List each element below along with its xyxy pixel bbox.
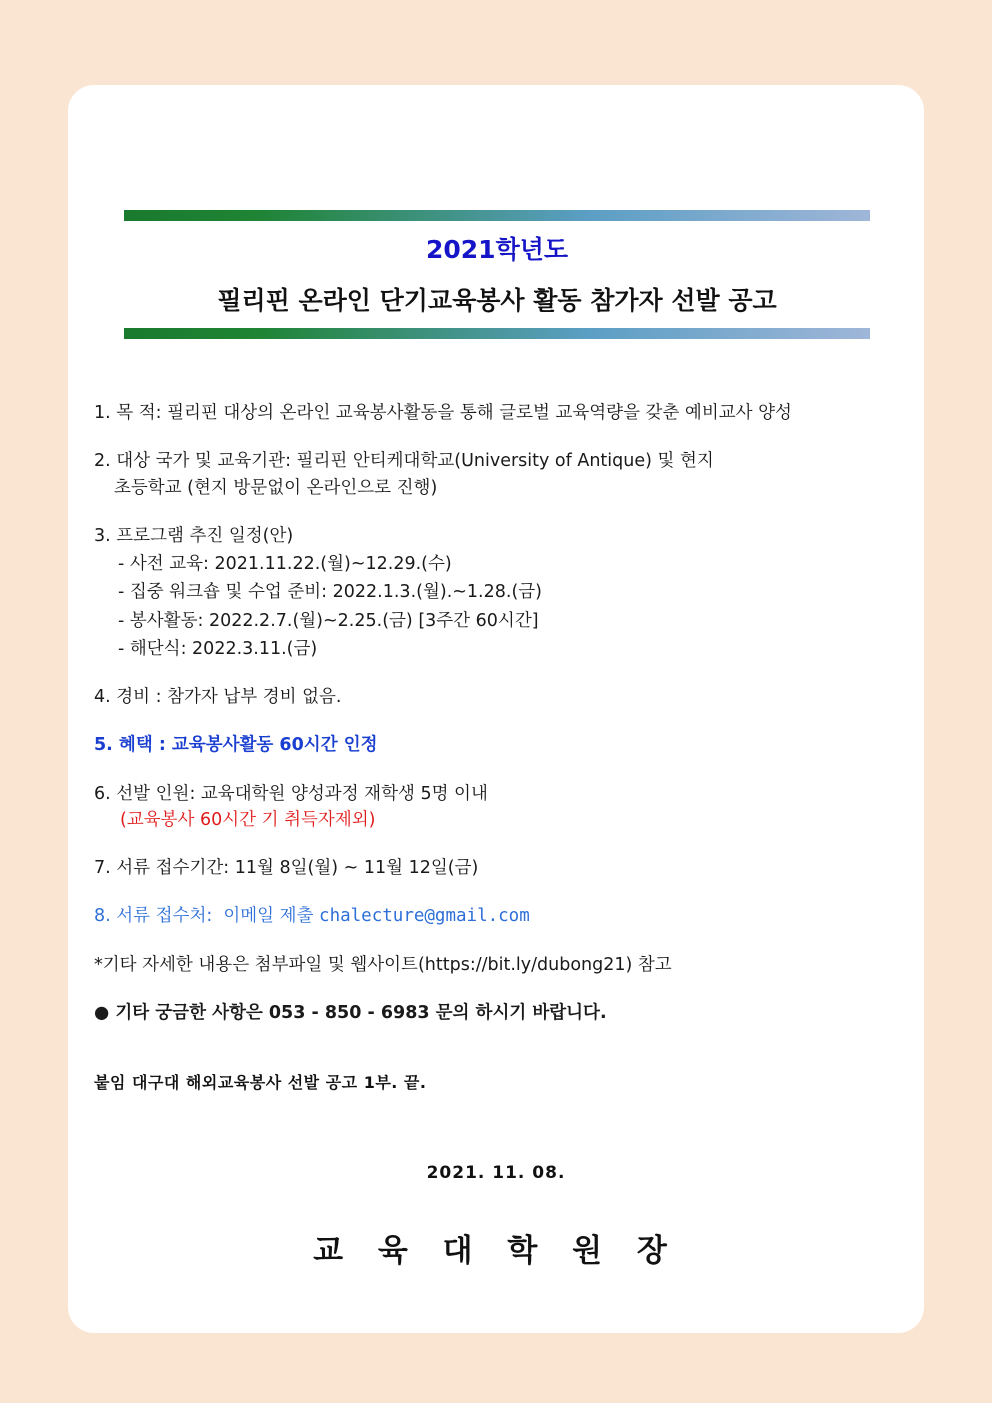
etc-note-line: *기타 자세한 내용은 첨부파일 및 웹사이트(https://bit.ly/dubong21) 참고 [94, 954, 672, 975]
section-application-period [94, 855, 904, 881]
attachment-note: 붙임 대구대 해외교육봉사 선발 공고 1부. 끝. [94, 1073, 427, 1092]
document-body [94, 400, 904, 1048]
document-page [68, 85, 924, 1333]
schedule-item-prep: - 사전 교육: 2021.11.22.(월)~12.29.(수) [118, 554, 452, 574]
section-submission [94, 903, 904, 929]
selection-note: (교육봉사 60시간 기 취득자제외) [120, 809, 376, 830]
selection-line: 6. 선발 인원: 교육대학원 양성과정 재학생 5명 이내 [94, 783, 488, 804]
section-expenses [94, 684, 904, 710]
schedule-list [94, 551, 904, 662]
schedule-item-workshop: - 집중 워크숍 및 수업 준비: 2022.1.3.(월).~1.28.(금) [118, 582, 543, 603]
submission-email[interactable]: chalecture@gmail.com [319, 906, 530, 927]
document-header [124, 210, 870, 339]
expenses-line: 4. 경비 : 참가자 납부 경비 없음. [94, 687, 342, 707]
issuer-signature: 교 육 대 학 원 장 [313, 1233, 679, 1269]
section-purpose [94, 400, 904, 426]
schedule-item-closing: - 해단식: 2022.3.11.(금) [118, 638, 318, 659]
header-text-block [124, 221, 870, 328]
section-selection [94, 781, 904, 834]
country-line-1: 2. 대상 국가 및 교육기관: 필리핀 안티케대학교(University of Antique) 및 현지 [94, 451, 714, 472]
section-benefit [94, 732, 904, 758]
document-inner [68, 85, 924, 1333]
academic-year: 2021학년도 [425, 235, 569, 264]
submission-line [94, 903, 904, 929]
issue-date: 2021. 11. 08. [426, 1163, 566, 1183]
submission-label: 8. 서류 접수처: 이메일 제출 [94, 906, 320, 927]
section-etc-note [94, 952, 904, 978]
header-top-rule [124, 210, 870, 221]
application-period-line: 7. 서류 접수기간: 11월 8일(월) ~ 11월 12일(금) [94, 858, 479, 878]
header-bottom-rule [124, 328, 870, 339]
schedule-heading: 3. 프로그램 추진 일정(안) [94, 525, 294, 546]
section-schedule [94, 523, 904, 662]
benefit-line: 5. 혜택 : 교육봉사활동 60시간 인정 [94, 735, 378, 756]
schedule-item-service: - 봉사활동: 2022.2.7.(월)~2.25.(금) [3주간 60시간] [118, 610, 539, 631]
section-contact [94, 1000, 904, 1026]
page-title: 필리핀 온라인 단기교육봉사 활동 참가자 선발 공고 [217, 285, 777, 315]
country-line-2: 초등학교 (현지 방문없이 온라인으로 진행) [114, 477, 438, 498]
purpose-line: 1. 목 적: 필리핀 대상의 온라인 교육봉사활동을 통해 글로벌 교육역량을 갖춘 예비교사 양성 [94, 403, 792, 423]
section-country-institution [94, 448, 904, 501]
contact-line: ● 기타 궁금한 사항은 053 - 850 - 6983 문의 하시기 바랍니다. [94, 1002, 607, 1023]
